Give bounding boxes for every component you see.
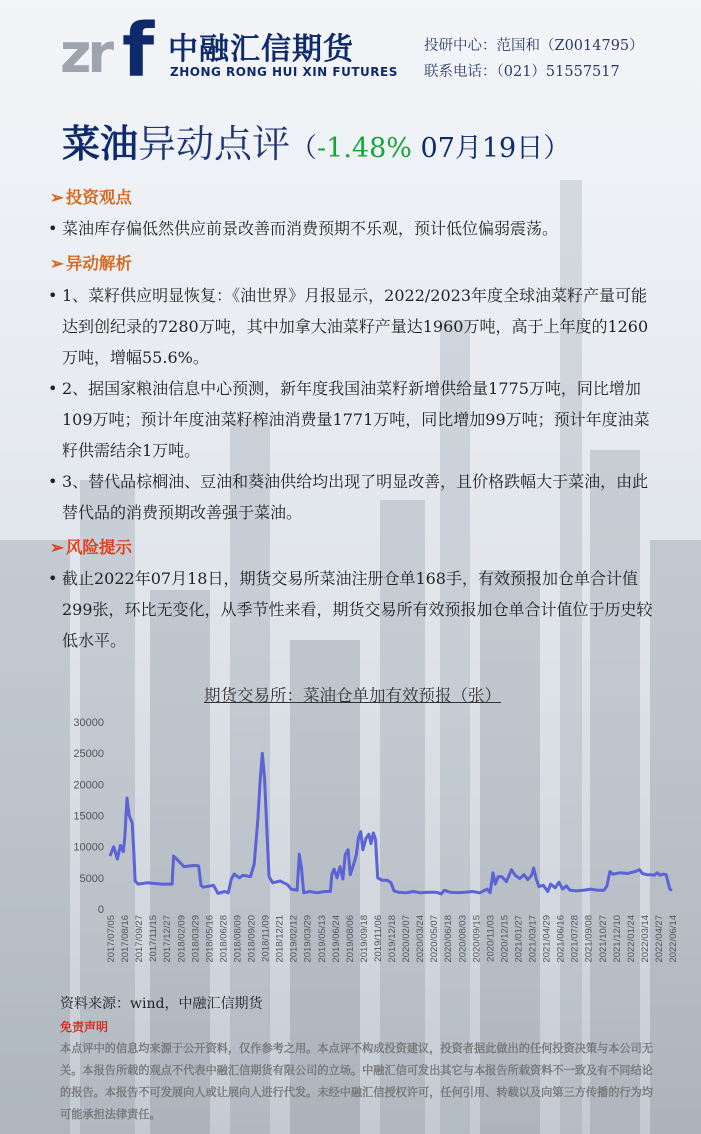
x-tick-label: 2022/04/27	[653, 915, 665, 963]
x-tick-label: 2018/09/20	[246, 915, 258, 963]
contact-phone: 联系电话：（021）51557517	[424, 64, 620, 80]
arrow-icon: ➢	[50, 254, 64, 273]
analysis-item	[48, 466, 658, 528]
bullet-icon: •	[48, 286, 58, 305]
section-view-label: 投资观点	[65, 188, 132, 207]
x-tick-label: 2022/01/24	[625, 915, 637, 963]
title-date: 07月19日	[411, 133, 544, 164]
risk-paragraph	[48, 563, 658, 656]
x-tick-label: 2020/06/18	[443, 915, 455, 963]
y-tick-label: 30000	[73, 717, 104, 729]
view-paragraph	[48, 213, 658, 244]
x-tick-label: 2020/03/24	[415, 915, 427, 963]
y-tick-label: 5000	[79, 872, 104, 885]
x-tick-label: 2018/11/09	[260, 915, 272, 962]
analysis-text: 3、替代品棕榈油、豆油和葵油供给均出现了明显改善，且价格跌幅大于菜油，由此替代品的消费预期改善强于菜油。	[62, 472, 649, 522]
section-view	[50, 184, 132, 208]
x-tick-label: 2021/09/08	[583, 915, 595, 963]
logo-zr-mark: zr	[60, 22, 111, 85]
warehouse-receipts-chart	[60, 708, 680, 988]
section-analysis-label: 异动解析	[65, 254, 132, 273]
x-tick-label: 2017/09/27	[134, 915, 146, 963]
x-tick-label: 2021/07/28	[569, 915, 581, 963]
x-tick-label: 2017/11/15	[148, 915, 160, 962]
x-tick-label: 2017/08/16	[120, 915, 132, 963]
x-tick-label: 2018/08/09	[232, 915, 244, 963]
x-tick-label: 2020/05/07	[429, 915, 441, 963]
x-tick-label: 2021/03/17	[527, 915, 539, 963]
section-risk	[50, 534, 132, 558]
arrow-icon: ➢	[50, 188, 64, 207]
logo-f-mark: f	[122, 8, 155, 94]
research-center-contact: 投研中心：范国和（Z0014795）	[424, 38, 644, 54]
analysis-item	[48, 373, 658, 466]
x-tick-label: 2020/11/03	[485, 915, 497, 962]
x-tick-label: 2019/06/24	[330, 915, 342, 963]
analysis-item	[48, 280, 658, 373]
arrow-icon: ➢	[50, 538, 64, 557]
disclaimer-text: 本点评中的信息均来源于公开资料，仅作参考之用。本点评不构成投资建议，投资者据此做出的任何投资决策与本公司无关。本报告所载的观点不代表中融汇信期货有限公司的立场。中融汇信可发出其它与本报告所载资料不一致及有不同结论的报告。本报告不可发展向人或让展向人进行代发。未经中融汇信授权许可，任何引用、转载以及向第三方传播的行为均可能承担法律责任。	[60, 1042, 653, 1121]
chart-title: 期货交易所：菜油仓单加有效预报（张）	[204, 687, 501, 705]
x-tick-label: 2019/11/06	[372, 915, 384, 962]
x-tick-label: 2018/03/29	[190, 915, 202, 963]
y-tick-label: 0	[97, 904, 104, 916]
x-tick-label: 2019/03/29	[302, 915, 314, 963]
x-tick-label: 2017/07/05	[106, 915, 117, 963]
x-tick-label: 2021/01/27	[513, 915, 525, 963]
title-kind: 异动点评	[138, 122, 291, 166]
x-tick-label: 2022/03/14	[639, 915, 651, 963]
x-tick-label: 2021/12/10	[611, 915, 623, 963]
bullet-icon: •	[48, 379, 58, 398]
title-open-paren: （	[290, 133, 318, 164]
view-text: 菜油库存偏低然供应前景改善而消费预期不乐观，预计低位偏弱震荡。	[62, 219, 559, 238]
x-tick-label: 2018/02/09	[176, 915, 188, 963]
x-tick-label: 2020/02/07	[401, 915, 413, 963]
x-tick-label: 2017/12/27	[162, 915, 174, 963]
company-name-en: ZHONG RONG HUI XIN FUTURES	[170, 65, 398, 79]
x-tick-label: 2019/02/12	[288, 915, 300, 963]
report-title	[62, 113, 570, 168]
x-tick-label: 2019/05/13	[316, 915, 328, 963]
title-close-paren: ）	[543, 133, 571, 164]
bullet-icon: •	[48, 569, 58, 588]
x-tick-label: 2018/06/28	[218, 915, 230, 963]
x-tick-label: 2018/12/21	[274, 915, 286, 963]
x-tick-label: 2021/10/27	[597, 915, 609, 963]
risk-text: 截止2022年07月18日，期货交易所菜油注册仓单168手，有效预报加仓单合计值299张，环比无变化，从季节性来看，期货交易所有效预报加仓单合计值位于历史较低水平。	[62, 569, 653, 650]
data-source: 资料来源：wind，中融汇信期货	[60, 996, 263, 1012]
bullet-icon: •	[48, 219, 58, 238]
section-analysis	[50, 250, 132, 274]
analysis-text: 1、菜籽供应明显恢复：《油世界》月报显示，2022/2023年度全球油菜籽产量可能达到创纪录的7280万吨，其中加拿大油菜籽产量达1960万吨，高于上年度的1260万吨，增幅55.6%。	[62, 286, 649, 367]
y-tick-label: 15000	[73, 810, 104, 823]
disclaimer-heading: 免责声明	[60, 1020, 109, 1034]
title-product: 菜油	[62, 121, 139, 166]
bullet-icon: •	[48, 472, 58, 491]
x-tick-label: 2018/05/16	[204, 915, 216, 963]
series-line	[110, 753, 672, 894]
x-tick-label: 2021/04/29	[541, 915, 553, 963]
section-risk-label: 风险提示	[65, 538, 132, 557]
x-tick-label: 2022/06/14	[668, 915, 679, 963]
y-tick-label: 10000	[73, 841, 104, 854]
x-tick-label: 2019/09/18	[358, 915, 370, 963]
report-header	[0, 0, 701, 100]
x-tick-label: 2020/08/03	[457, 915, 469, 963]
x-tick-label: 2019/08/06	[344, 915, 356, 963]
x-tick-label: 2020/12/15	[499, 915, 511, 963]
company-name-cn: 中融汇信期货	[168, 32, 354, 67]
analysis-text: 2、据国家粮油信息中心预测，新年度我国油菜籽新增供给量1775万吨，同比增加109万吨；预计年度油菜籽榨油消费量1771万吨，同比增加99万吨；预计年度油菜籽供需结余1万吨。	[62, 379, 650, 460]
y-tick-label: 20000	[73, 779, 104, 792]
y-tick-label: 25000	[73, 748, 104, 761]
title-change: -1.48%	[317, 133, 412, 164]
x-tick-label: 2020/09/15	[471, 915, 483, 963]
x-tick-label: 2019/12/18	[387, 915, 398, 963]
x-tick-label: 2021/06/16	[555, 915, 567, 963]
